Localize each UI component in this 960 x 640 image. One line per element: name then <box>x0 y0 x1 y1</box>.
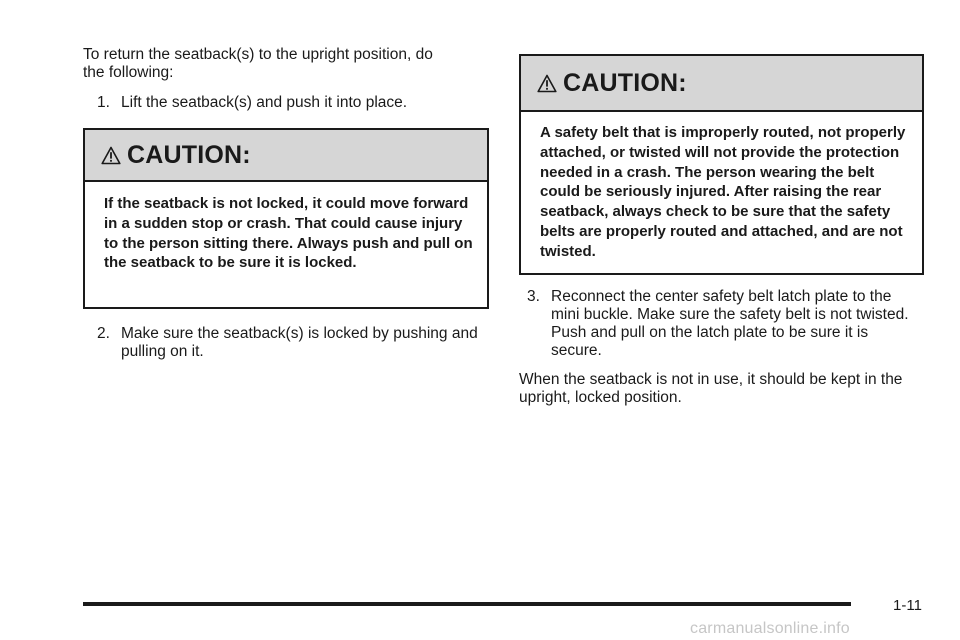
step-3-number: 3. <box>527 288 540 305</box>
intro-paragraph: To return the seatback(s) to the upright position, do the following: <box>83 46 433 81</box>
caution-box-seatback <box>83 128 489 309</box>
warning-triangle-icon <box>537 74 557 93</box>
watermark: carmanualsonline.info <box>690 620 850 637</box>
step-2-number: 2. <box>97 325 110 342</box>
right-column <box>519 54 924 407</box>
caution-title: CAUTION: <box>563 68 687 97</box>
caution-text: A safety belt that is improperly routed, not properly attached, or twisted will not provide the protection needed in a crash. The person wearing the belt could be seriously injured. After raising the rear seatback, always check to be sure that the safety belts are properly routed and attached, and are not twisted. <box>540 124 906 260</box>
closing-paragraph: When the seatback is not in use, it should be kept in the upright, locked position. <box>519 371 903 406</box>
caution-title: CAUTION: <box>127 140 251 169</box>
caution-box-safety-belt <box>519 54 924 275</box>
page-number: 1-11 <box>893 597 922 614</box>
caution-header <box>521 56 922 112</box>
step-1 <box>83 94 489 112</box>
step-2-text: Make sure the seatback(s) is locked by pushing and pulling on it. <box>121 325 478 360</box>
footer-rule <box>83 602 851 606</box>
step-3 <box>519 288 921 360</box>
caution-text: If the seatback is not locked, it could move forward in a sudden stop or crash. That could cause injury to the person sitting there. Always push and pull on the seatback to be sure it is locked. <box>104 195 473 272</box>
left-column <box>83 46 489 361</box>
step-2 <box>83 325 501 361</box>
caution-header <box>85 130 487 182</box>
step-3-text: Reconnect the center safety belt latch plate to the mini buckle. Make sure the safety belt is not twisted. Push and pull on the latch plate to be sure it is secure. <box>551 288 909 359</box>
step-1-text: Lift the seatback(s) and push it into place. <box>121 94 408 111</box>
step-1-number: 1. <box>97 94 110 111</box>
warning-triangle-icon <box>101 146 121 165</box>
